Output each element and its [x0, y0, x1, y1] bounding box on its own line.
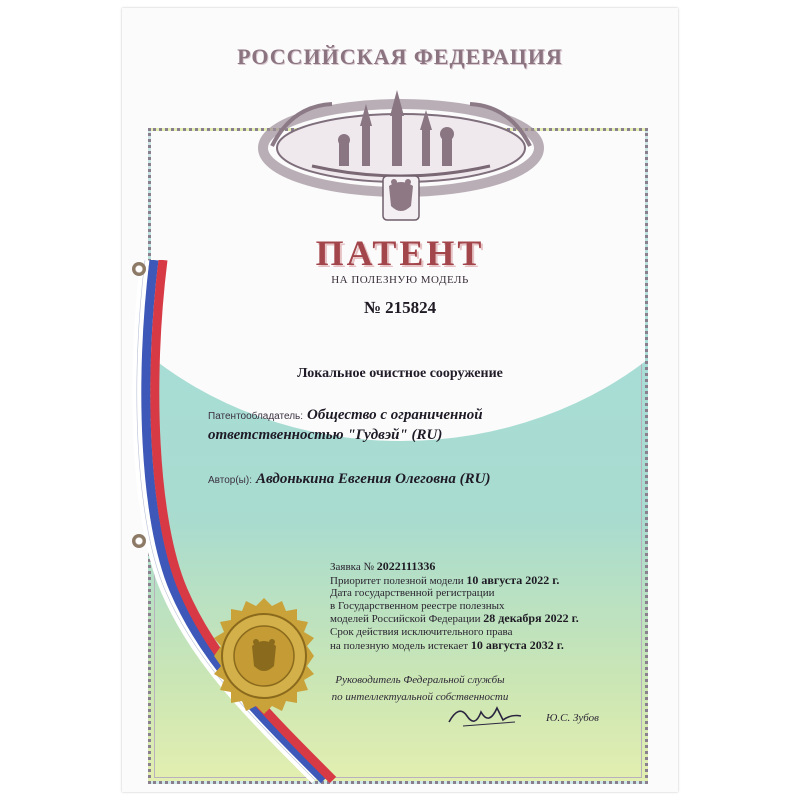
country-heading: РОССИЙСКАЯ ФЕДЕРАЦИЯ: [237, 44, 563, 69]
author-name: Авдонькина Евгения Олеговна (RU): [255, 471, 491, 487]
holder-name-line1: Общество с ограниченной: [307, 407, 483, 423]
validity-line2: на полезную модель истекает 10 августа 2032 г.: [330, 637, 564, 652]
gold-seal-icon: [204, 596, 324, 716]
top-grommet-icon: [132, 262, 146, 276]
official-line2: по интеллектуальной собственности: [331, 691, 509, 703]
signature-icon: [445, 698, 525, 730]
priority-line: Приоритет полезной модели 10 августа 2022 г.: [330, 572, 560, 587]
patent-number: № 215824: [363, 298, 437, 317]
tricolor-ribbon-icon: [125, 260, 355, 800]
registration-details: [330, 560, 630, 652]
registration-line2: в Государственном реестре полезных: [330, 599, 505, 612]
kremlin-emblem-ornament: [252, 86, 550, 236]
official-line1: Руководитель Федеральной службы: [335, 674, 505, 686]
official-title: [0, 672, 800, 706]
application-number: 2022111336: [376, 559, 436, 573]
patent-title: ПАТЕНТ: [315, 233, 485, 273]
holder-name-line2: ответственностью "Гудвэй" (RU): [208, 427, 443, 443]
application-line: Заявка № 2022111336: [330, 559, 436, 573]
validity-date: 10 августа 2032 г.: [470, 637, 564, 652]
invention-title: Локальное очистное сооружение: [297, 366, 503, 381]
registration-date: 28 декабря 2022 г.: [483, 611, 579, 626]
validity-line1: Срок действия исключительного права: [330, 625, 513, 638]
author-label: Автор(ы):: [208, 475, 252, 486]
signer-name: Ю.С. Зубов: [546, 712, 599, 724]
priority-date: 10 августа 2022 г.: [466, 572, 560, 587]
registration-line3: моделей Российской Федерации 28 декабря 2022 г.: [330, 611, 579, 626]
patent-subtitle: НА ПОЛЕЗНУЮ МОДЕЛЬ: [331, 274, 469, 286]
bottom-grommet-icon: [132, 534, 146, 548]
holder-label: Патентообладатель:: [208, 411, 304, 422]
registration-line1: Дата государственной регистрации: [330, 587, 495, 600]
